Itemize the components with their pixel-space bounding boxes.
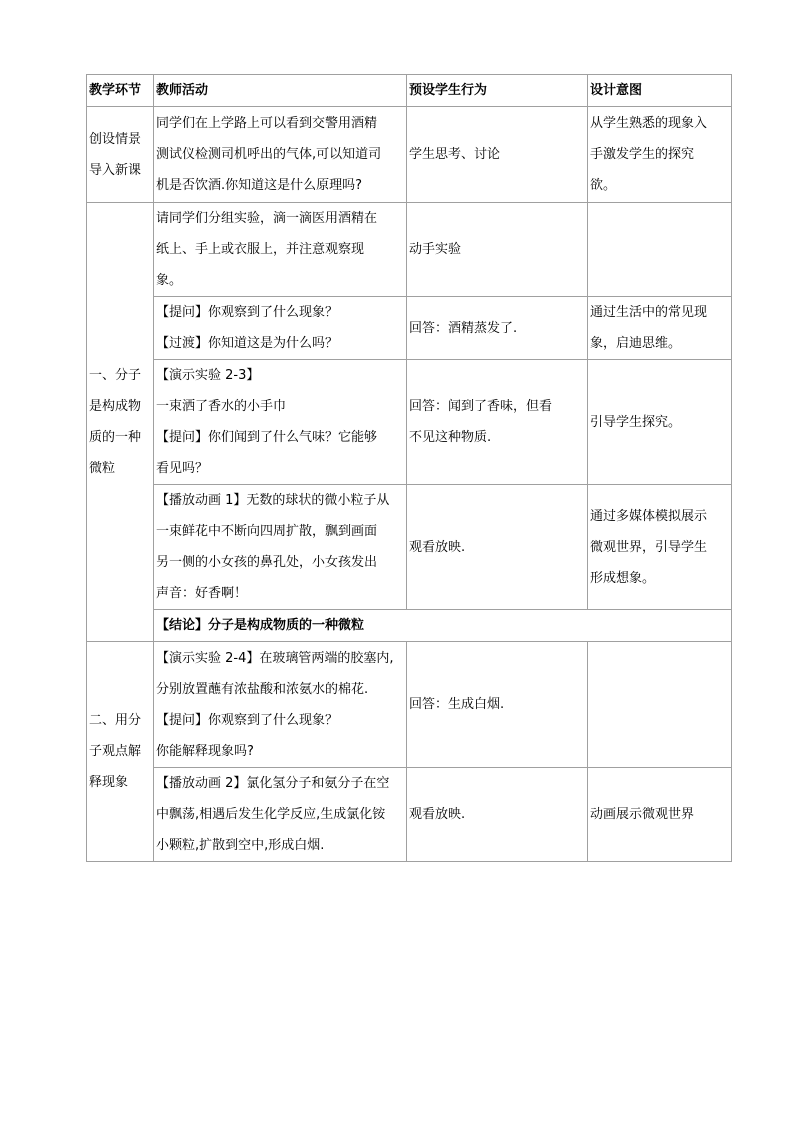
teacher-activity-cell: 【播放动画 2】氯化氢分子和氨分子在空 中飘荡,相遇后发生化学反应,生成氯化铵 小颗粒,扩散到空中,形成白烟. bbox=[154, 768, 407, 862]
table-row bbox=[87, 360, 732, 485]
teacher-activity-cell: 【提问】你观察到了什么现象？ 【过渡】你知道这是为什么吗？ bbox=[154, 297, 407, 360]
design-intent-cell bbox=[588, 642, 732, 768]
table-row bbox=[87, 485, 732, 610]
table-row bbox=[87, 642, 732, 768]
student-behavior-cell: 学生思考、讨论 bbox=[407, 107, 588, 203]
student-behavior-cell: 回答：闻到了香味，但看 不见这种物质. bbox=[407, 360, 588, 485]
design-intent-cell: 从学生熟悉的现象入 手激发学生的探究 欲。 bbox=[588, 107, 732, 203]
teacher-activity-cell: 请同学们分组实验，滴一滴医用酒精在 纸上、手上或衣服上，并注意观察现 象。 bbox=[154, 203, 407, 297]
student-behavior-cell: 回答：生成白烟. bbox=[407, 642, 588, 768]
design-intent-cell: 通过生活中的常见现 象，启迪思维。 bbox=[588, 297, 732, 360]
conclusion-cell: 【结论】分子是构成物质的一种微粒 bbox=[154, 610, 732, 642]
stage-cell: 二、用分 子观点解 释现象 bbox=[87, 642, 154, 862]
design-intent-cell: 通过多媒体模拟展示 微观世界，引导学生 形成想象。 bbox=[588, 485, 732, 610]
student-behavior-cell: 观看放映. bbox=[407, 485, 588, 610]
student-behavior-cell: 观看放映. bbox=[407, 768, 588, 862]
student-behavior-cell: 动手实验 bbox=[407, 203, 588, 297]
design-intent-cell: 动画展示微观世界 bbox=[588, 768, 732, 862]
teacher-activity-cell: 同学们在上学路上可以看到交警用酒精 测试仪检测司机呼出的气体,可以知道司 机是否饮酒.你知道这是什么原理吗? bbox=[154, 107, 407, 203]
table-row bbox=[87, 768, 732, 862]
teacher-activity-cell: 【演示实验 2-3】 一束洒了香水的小手巾 【提问】你们闻到了什么气味？它能够 看见吗？ bbox=[154, 360, 407, 485]
design-intent-cell bbox=[588, 203, 732, 297]
teacher-activity-cell: 【播放动画 1】无数的球状的微小粒子从 一束鲜花中不断向四周扩散，飘到画面 另一侧的小女孩的鼻孔处，小女孩发出 声音：好香啊！ bbox=[154, 485, 407, 610]
design-intent-cell: 引导学生探究。 bbox=[588, 360, 732, 485]
lesson-plan-table bbox=[86, 74, 732, 862]
teacher-activity-cell: 【演示实验 2-4】在玻璃管两端的胶塞内, 分别放置蘸有浓盐酸和浓氨水的棉花. 【提问】你观察到了什么现象？ 你能解释现象吗? bbox=[154, 642, 407, 768]
conclusion-row bbox=[87, 610, 732, 642]
table-row bbox=[87, 107, 732, 203]
stage-cell: 创设情景 导入新课 bbox=[87, 107, 154, 203]
header-design-intent: 设计意图 bbox=[588, 75, 732, 107]
header-student-behavior: 预设学生行为 bbox=[407, 75, 588, 107]
header-teacher-activity: 教师活动 bbox=[154, 75, 407, 107]
table-row bbox=[87, 297, 732, 360]
stage-cell: 一、分子 是构成物 质的一种 微粒 bbox=[87, 203, 154, 642]
student-behavior-cell: 回答：酒精蒸发了. bbox=[407, 297, 588, 360]
table-row bbox=[87, 203, 732, 297]
header-stage: 教学环节 bbox=[87, 75, 154, 107]
table-header-row bbox=[87, 75, 732, 107]
